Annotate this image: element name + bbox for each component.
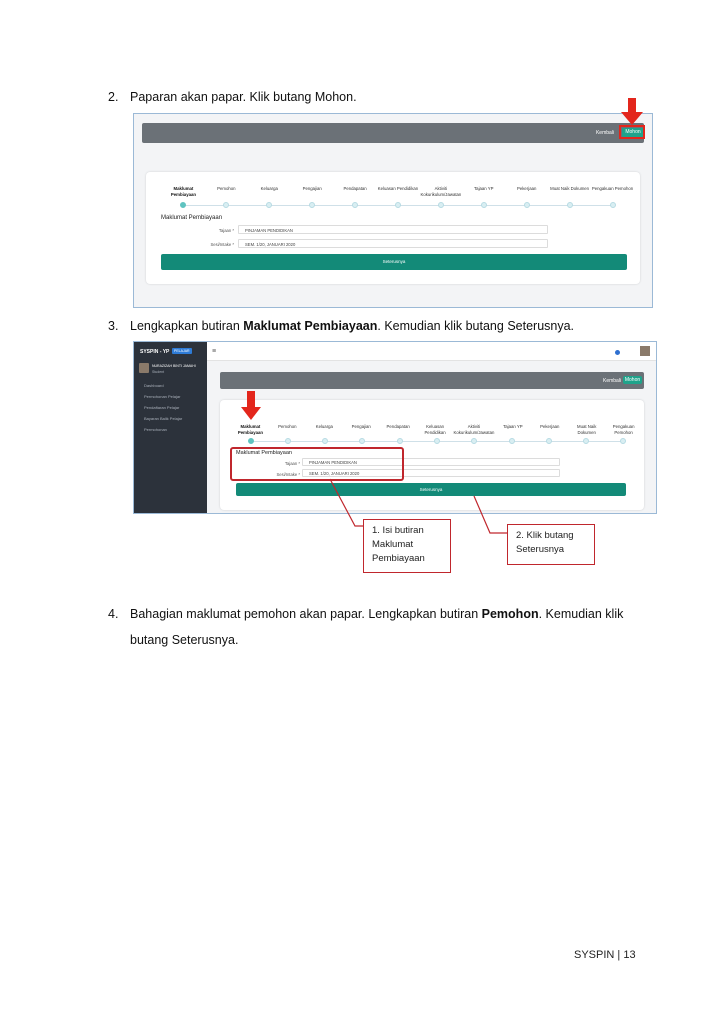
step-text-bold: Maklumat Pembiayaan xyxy=(243,319,378,333)
kembali-button[interactable]: Kembali xyxy=(603,378,622,384)
wizard-step[interactable]: Aktiviti Kokurikulum/Jawatan xyxy=(420,186,462,197)
callout-line: Seterusnya xyxy=(516,544,565,555)
wizard-step[interactable]: Keluarga xyxy=(260,186,278,191)
wizard-step[interactable]: Tajaan YP xyxy=(503,424,523,429)
step-4-instruction xyxy=(108,601,648,653)
seterusnya-button[interactable]: Seterusnya xyxy=(161,254,627,270)
wizard-step[interactable]: Pendapatan xyxy=(343,186,367,191)
app-title: SYSPIN - YP xyxy=(140,349,170,355)
step-number: 3. xyxy=(108,319,119,333)
sidebar-menu-item[interactable]: Bayaran Balik Pelajar xyxy=(144,416,183,421)
wizard-step[interactable]: Keluasan Pendidikan xyxy=(424,424,446,435)
wizard-step[interactable]: Pengakuan Pemohon xyxy=(612,424,635,435)
sidebar-menu-item[interactable]: Permohonan xyxy=(144,427,167,432)
callout-line: 1. Isi butiran xyxy=(372,525,424,536)
wizard-step[interactable]: Aktiviti Kokurikulum/Jawatan xyxy=(453,424,495,435)
sesi-select[interactable]: SEM. 1/20, JANUARI 2020 xyxy=(238,239,548,248)
sesi-select[interactable]: SEM. 1/20, JANUARI 2020 xyxy=(302,469,560,477)
seterusnya-button[interactable]: Seterusnya xyxy=(236,483,626,496)
step-text-before: Lengkapkan butiran xyxy=(130,319,244,333)
page-footer: SYSPIN | 13 xyxy=(574,949,636,961)
role-badge: PELAJAR xyxy=(174,349,190,353)
wizard-step[interactable]: Keluarga xyxy=(315,424,333,429)
mohon-button[interactable]: Mohon xyxy=(624,377,641,383)
wizard-step[interactable]: Pemohon xyxy=(217,186,236,191)
wizard-step[interactable]: Pekerjaan xyxy=(517,186,537,191)
wizard-step[interactable]: Pengajian xyxy=(302,186,322,191)
callout-isi-butiran xyxy=(363,519,451,573)
sesi-label: Sesi/Intake * xyxy=(210,242,234,247)
sesi-label: Sesi/Intake * xyxy=(276,472,300,477)
menu-toggle-icon[interactable]: ≡ xyxy=(212,348,217,355)
step-number: 2. xyxy=(108,90,119,104)
sidebar-menu-item[interactable]: Pendaftaran Pelajar xyxy=(144,405,180,410)
wizard-step[interactable]: Muat Naik Dokumen xyxy=(577,424,597,435)
callout-line: Pembiayaan xyxy=(372,553,425,564)
wizard-step[interactable]: Tajaan YP xyxy=(474,186,494,191)
step-text-bold: Pemohon xyxy=(481,607,539,621)
user-name[interactable]: NURAZIZAH BINTI JAMAHI xyxy=(152,364,196,368)
step-text-after: . Kemudian klik xyxy=(538,607,624,621)
wizard-step[interactable]: Pengakuan Pemohon xyxy=(591,186,634,191)
wizard-step[interactable]: Pengajian xyxy=(351,424,371,429)
step-text: Paparan akan papar. Klik butang Mohon. xyxy=(130,90,357,104)
sidebar-menu-item[interactable]: Permohonan Pelajar xyxy=(144,394,181,399)
section-title: Maklumat Pembiayaan xyxy=(161,215,223,221)
footer-brand: SYSPIN xyxy=(574,949,615,961)
wizard-step[interactable]: Pekerjaan xyxy=(540,424,560,429)
section-title: Maklumat Pembiayaan xyxy=(236,450,292,456)
step-text-after: . Kemudian klik butang Seterusnya. xyxy=(377,319,575,333)
callout-line: Maklumat xyxy=(372,539,414,550)
step-text-before: Bahagian maklumat pemohon akan papar. Lengkapkan butiran xyxy=(130,607,482,621)
callout-klik-butang xyxy=(507,524,595,565)
tajaan-select[interactable]: PINJAMAN PENDIDIKAN xyxy=(238,225,548,234)
wizard-step[interactable]: Maklumat Pembiayaan xyxy=(170,186,196,197)
wizard-step[interactable]: Pemohon xyxy=(278,424,297,429)
wizard-step[interactable]: Muat Naik Dokumen xyxy=(550,186,590,191)
tajaan-label: Tajaan * xyxy=(284,461,300,466)
callout-line: 2. Klik butang xyxy=(516,530,574,541)
step-text-line2: butang Seterusnya. xyxy=(130,633,239,647)
sidebar-menu-item[interactable]: Dashboard xyxy=(144,383,164,388)
user-role: Student xyxy=(152,370,165,374)
wizard-step[interactable]: Maklumat Pembiayaan xyxy=(237,424,263,435)
step-number: 4. xyxy=(108,607,119,621)
kembali-button[interactable]: Kembali xyxy=(595,130,615,136)
tajaan-label: Tajaan * xyxy=(218,228,234,233)
mohon-button[interactable]: Mohon xyxy=(622,128,644,137)
wizard-step[interactable]: Keluasan Pendidikan xyxy=(377,186,419,191)
page-number: 13 xyxy=(623,949,636,961)
tajaan-select[interactable]: PINJAMAN PENDIDIKAN xyxy=(302,458,560,466)
wizard-step[interactable]: Pendapatan xyxy=(386,424,410,429)
